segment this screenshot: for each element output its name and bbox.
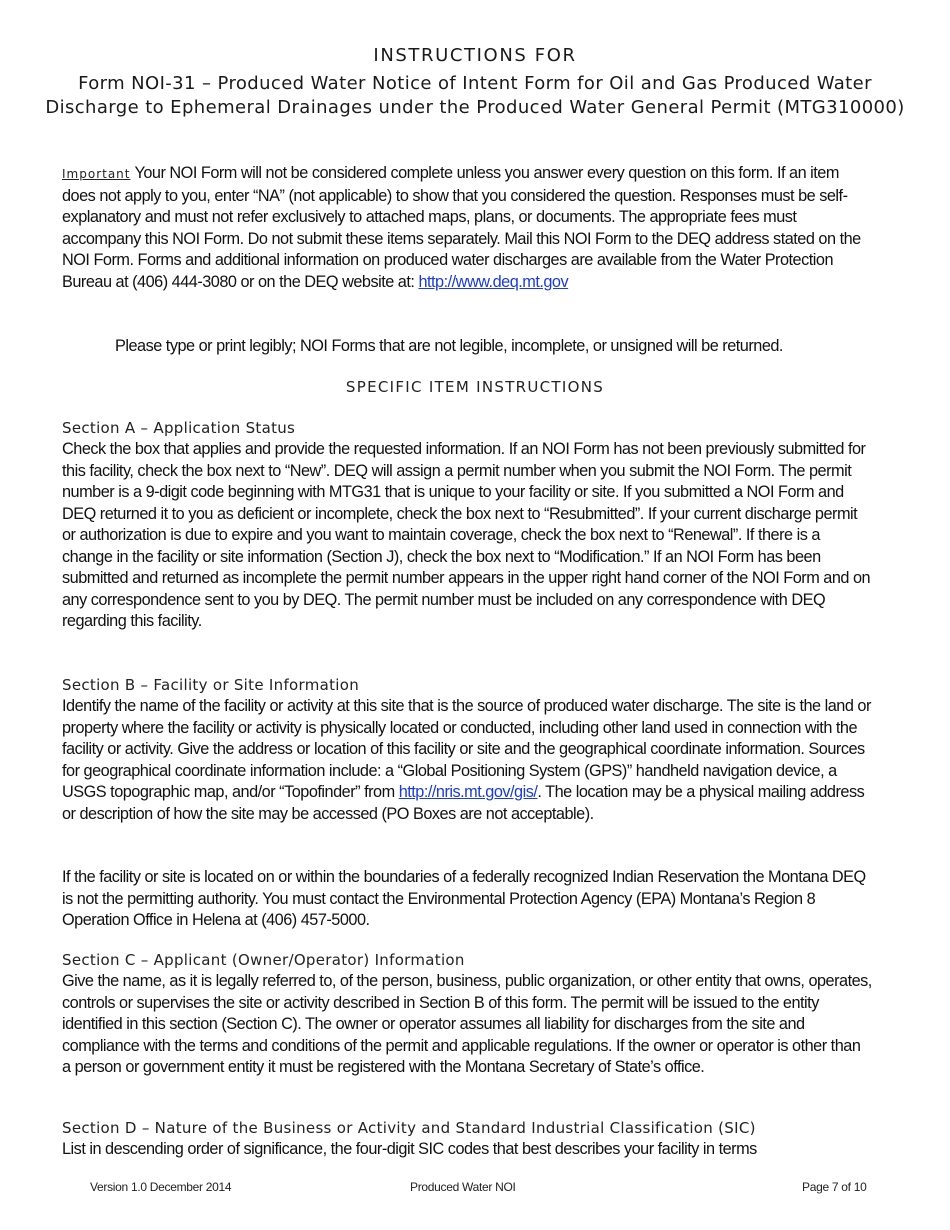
section-b — [62, 674, 872, 825]
nris-gis-link[interactable]: http://nris.mt.gov/gis/ — [398, 783, 538, 801]
footer-page-number: Page 7 of 10 — [802, 1180, 867, 1194]
section-b-body — [62, 696, 872, 825]
important-notice — [62, 163, 862, 293]
section-c — [62, 949, 872, 1079]
section-d — [62, 1117, 872, 1161]
document-title: INSTRUCTIONS FOR — [373, 45, 577, 66]
section-c-heading: Section C – Applicant (Owner/Operator) Information — [62, 951, 465, 969]
footer-title: Produced Water NOI — [410, 1180, 516, 1194]
section-d-body: List in descending order of significance, the four-digit SIC codes that best describes your facility in terms — [62, 1140, 757, 1158]
important-label: Important — [62, 167, 131, 181]
section-b-text-cont: . The location may be a physical mailing address or description of how the site may be accessed (PO Boxes are not acceptable). — [62, 783, 865, 823]
deq-website-link[interactable]: http://www.deq.mt.gov — [418, 272, 569, 291]
section-a — [62, 417, 872, 633]
specific-instructions-heading: SPECIFIC ITEM INSTRUCTIONS — [345, 378, 605, 396]
section-b-reservation-paragraph: If the facility or site is located on or within the boundaries of a federally recognized Indian Reservation the Montana DEQ is not the permitting authority. You must contact the Environmental Protection Agency (EPA) Montana’s Region 8 Operation Office in Helena at (406) 457-5000. — [62, 868, 866, 929]
section-a-heading: Section A – Application Status — [62, 419, 296, 437]
section-d-heading: Section D – Nature of the Business or Activity and Standard Industrial Classification (SIC) — [62, 1119, 756, 1137]
footer-version: Version 1.0 December 2014 — [90, 1180, 232, 1194]
important-text: Your NOI Form will not be considered complete unless you answer every question on this form. If an item does not apply to you, enter “NA” (not applicable) to show that you considered the question. Responses must be self-explanatory and must not refer exclusively to attached maps, plans, or documents. The appropriate fees must accompany this NOI Form. Do not submit these items separately. Mail this NOI Form to the DEQ address stated on the NOI Form. Forms and additional information on produced water discharges are available from the Water Protection Bureau at (406) 444-3080 or on the DEQ website at: — [62, 164, 861, 291]
section-c-body: Give the name, as it is legally referred to, of the person, business, public organization, or other entity that owns, operates, controls or supervises the site or activity described in Section B of this form. The permit will be issued to the entity identified in this section (Section C). The owner or operator assumes all liability for discharges from the site and compliance with the terms and conditions of the permit and applicable regulations. If the owner or operator is other than a person or government entity it must be registered with the Montana Secretary of State’s office. — [62, 972, 872, 1076]
section-b-heading: Section B – Facility or Site Information — [62, 676, 360, 694]
legibility-note: Please type or print legibly; NOI Forms that are not legible, incomplete, or unsigned will be returned. — [115, 337, 783, 355]
section-a-body: Check the box that applies and provide the requested information. If an NOI Form has not been previously submitted for this facility, check the box next to “New”. DEQ will assign a permit number when you submit the NOI Form. The permit number is a 9-digit code beginning with MTG31 that is unique to your facility or site. If you submitted a NOI Form and DEQ returned it to you as deficient or incomplete, check the box next to “Resubmitted”. If your current discharge permit or authorization is due to expire and you want to maintain coverage, check the box next to “Renewal”. If there is a change in the facility or site information (Section J), check the box next to “Modification.” If an NOI Form has been submitted and returned as incomplete the permit number appears in the upper right hand corner of the NOI Form and on any correspondence sent to you by DEQ. The permit number must be included on any correspondence with DEQ regarding this facility. — [62, 440, 871, 630]
section-b-text: Identify the name of the facility or activity at this site that is the source of produced water discharge. The site is the land or property where the facility or activity is physically located or conducted, including other land used in connection with the facility or activity. Give the address or location of this facility or site and the geographical coordinate information. Sources for geographical coordinate information include: a “Global Positioning System (GPS)” handheld navigation device, a USGS topographic map, and/or “Topofinder” from — [62, 697, 871, 801]
document-subtitle: Form NOI-31 – Produced Water Notice of Intent Form for Oil and Gas Produced Water Discharge to Ephemeral Drainages under the Produced Water General Permit (MTG310000) — [45, 73, 905, 118]
